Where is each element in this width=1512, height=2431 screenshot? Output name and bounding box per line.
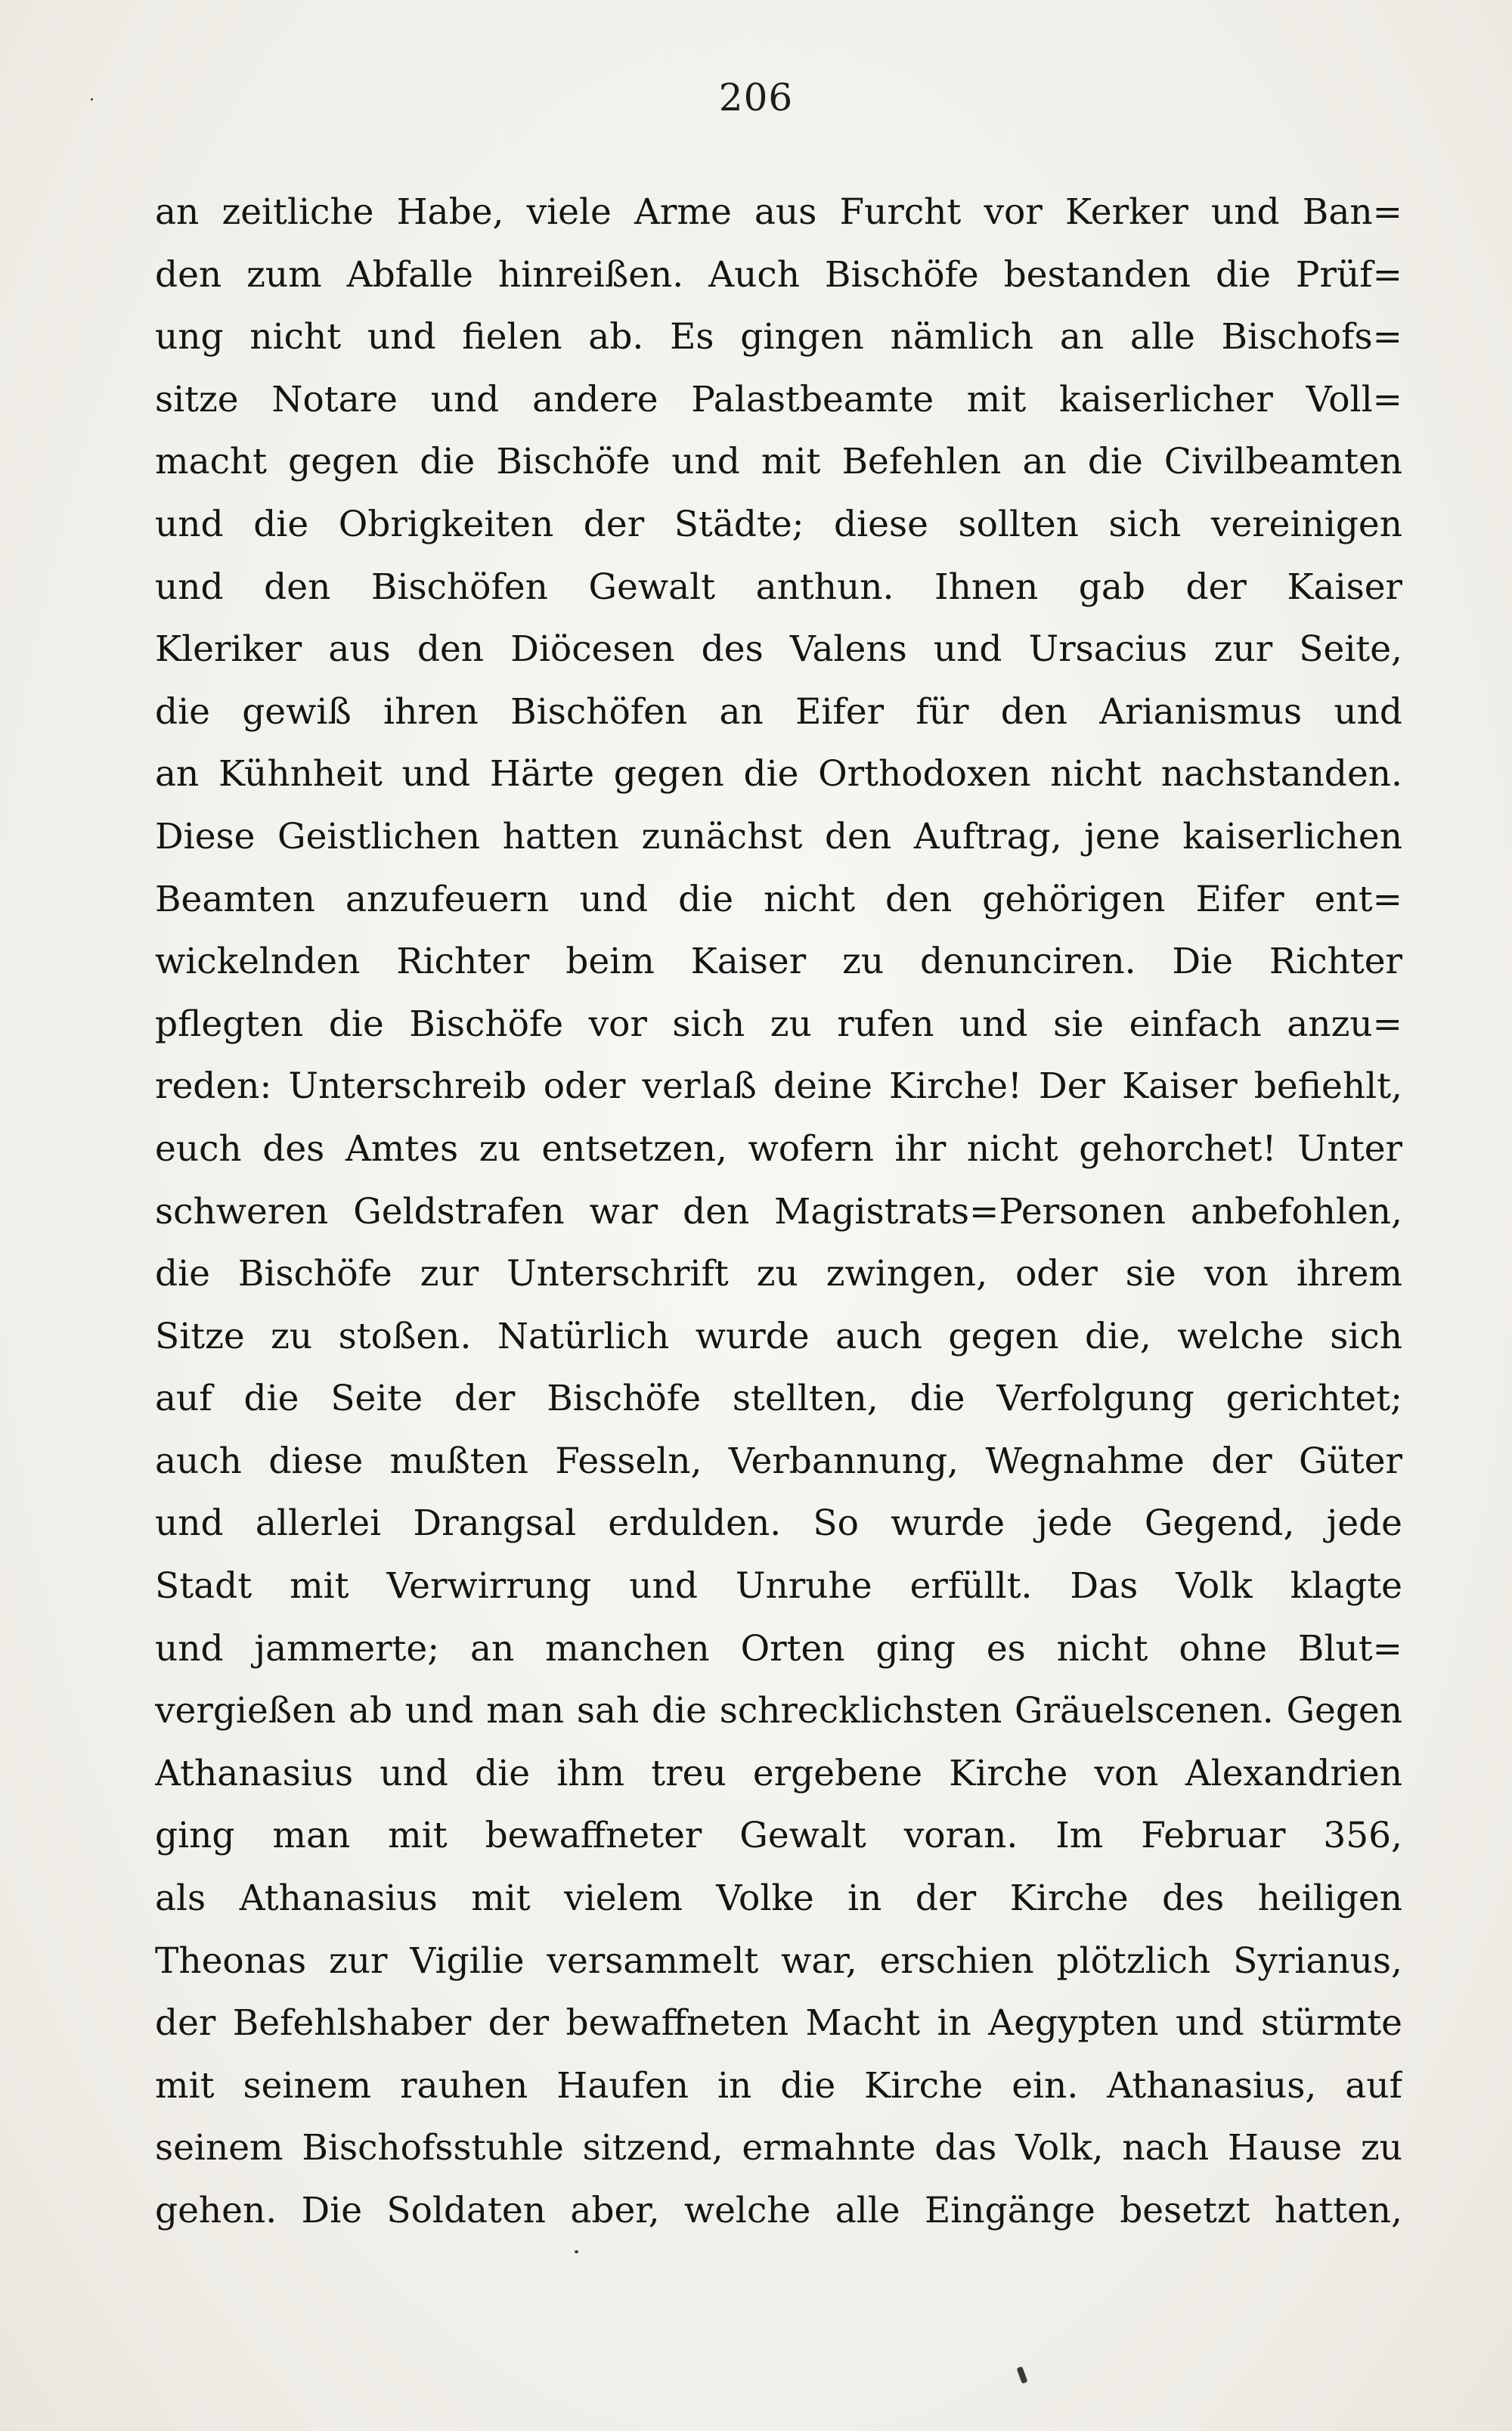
text-line: als Athanasius mit vielem Volke in der Kirche des heiligen bbox=[155, 1878, 1402, 1920]
text-line: Kleriker aus den Diöcesen des Valens und Ursacius zur Seite, bbox=[155, 628, 1402, 671]
text-line: vergießen ab und man sah die schrecklichsten Gräuelscenen. Gegen bbox=[155, 1690, 1402, 1732]
print-speck bbox=[575, 2250, 578, 2253]
text-line: an Kühnheit und Härte gegen die Orthodoxen nicht nachstanden. bbox=[155, 753, 1402, 795]
text-line: macht gegen die Bischöfe und mit Befehlen an die Civilbeamten bbox=[155, 441, 1402, 483]
text-line: euch des Amtes zu entsetzen, wofern ihr nicht gehorchet! Unter bbox=[155, 1127, 1402, 1170]
text-line: mit seinem rauhen Haufen in die Kirche ein. Athanasius, auf bbox=[155, 2064, 1402, 2107]
text-line: reden: Unterschreib oder verlaß deine Kirche! Der Kaiser befiehlt, bbox=[155, 1065, 1402, 1108]
text-line: auf die Seite der Bischöfe stellten, die Verfolgung gerichtet; bbox=[155, 1378, 1402, 1420]
text-line: schweren Geldstrafen war den Magistrats=Personen anbefohlen, bbox=[155, 1190, 1402, 1233]
text-line: und den Bischöfen Gewalt anthun. Ihnen gab der Kaiser bbox=[155, 566, 1402, 608]
text-line: und allerlei Drangsal erdulden. So wurde jede Gegend, jede bbox=[155, 1502, 1402, 1545]
text-line: auch diese mußten Fesseln, Verbannung, Wegnahme der Güter bbox=[155, 1440, 1402, 1482]
text-line: seinem Bischofsstuhle sitzend, ermahnte das Volk, nach Hause zu bbox=[155, 2127, 1402, 2169]
text-line: ging man mit bewaffneter Gewalt voran. Im Februar 356, bbox=[155, 1815, 1402, 1857]
text-line: Theonas zur Vigilie versammelt war, erschien plötzlich Syrianus, bbox=[155, 1940, 1402, 1982]
print-speck bbox=[91, 98, 93, 101]
text-line: ung nicht und fielen ab. Es gingen nämlich an alle Bischofs= bbox=[155, 316, 1402, 358]
print-speck bbox=[1016, 2366, 1027, 2383]
text-line: Diese Geistlichen hatten zunächst den Auftrag, jene kaiserlichen bbox=[155, 815, 1402, 857]
text-line: pflegten die Bischöfe vor sich zu rufen und sie einfach anzu= bbox=[155, 1003, 1402, 1045]
text-line: die Bischöfe zur Unterschrift zu zwingen, oder sie von ihrem bbox=[155, 1253, 1402, 1295]
text-line: gehen. Die Soldaten aber, welche alle Eingänge besetzt hatten, bbox=[155, 2190, 1402, 2231]
text-line: Beamten anzufeuern und die nicht den gehörigen Eifer ent= bbox=[155, 878, 1402, 920]
text-line: und die Obrigkeiten der Städte; diese sollten sich vereinigen bbox=[155, 503, 1402, 545]
text-line: die gewiß ihren Bischöfen an Eifer für den Arianismus und bbox=[155, 690, 1402, 733]
text-line: der Befehlshaber der bewaffneten Macht in Aegypten und stürmte bbox=[155, 2002, 1402, 2045]
text-line: den zum Abfalle hinreißen. Auch Bischöfe bestanden die Prüf= bbox=[155, 253, 1402, 296]
text-line: Sitze zu stoßen. Natürlich wurde auch gegen die, welche sich bbox=[155, 1315, 1402, 1357]
text-line: Stadt mit Verwirrung und Unruhe erfüllt. Das Volk klagte bbox=[155, 1565, 1402, 1608]
text-line: sitze Notare und andere Palastbeamte mit kaiserlicher Voll= bbox=[155, 378, 1402, 420]
body-text bbox=[155, 181, 1402, 2243]
text-line: Athanasius und die ihm treu ergebene Kirche von Alexandrien bbox=[155, 1752, 1402, 1794]
text-line: wickelnden Richter beim Kaiser zu denunciren. Die Richter bbox=[155, 941, 1402, 983]
page-number: 206 bbox=[718, 76, 794, 119]
text-line: und jammerte; an manchen Orten ging es nicht ohne Blut= bbox=[155, 1627, 1402, 1670]
text-line: an zeitliche Habe, viele Arme aus Furcht vor Kerker und Ban= bbox=[155, 191, 1402, 233]
